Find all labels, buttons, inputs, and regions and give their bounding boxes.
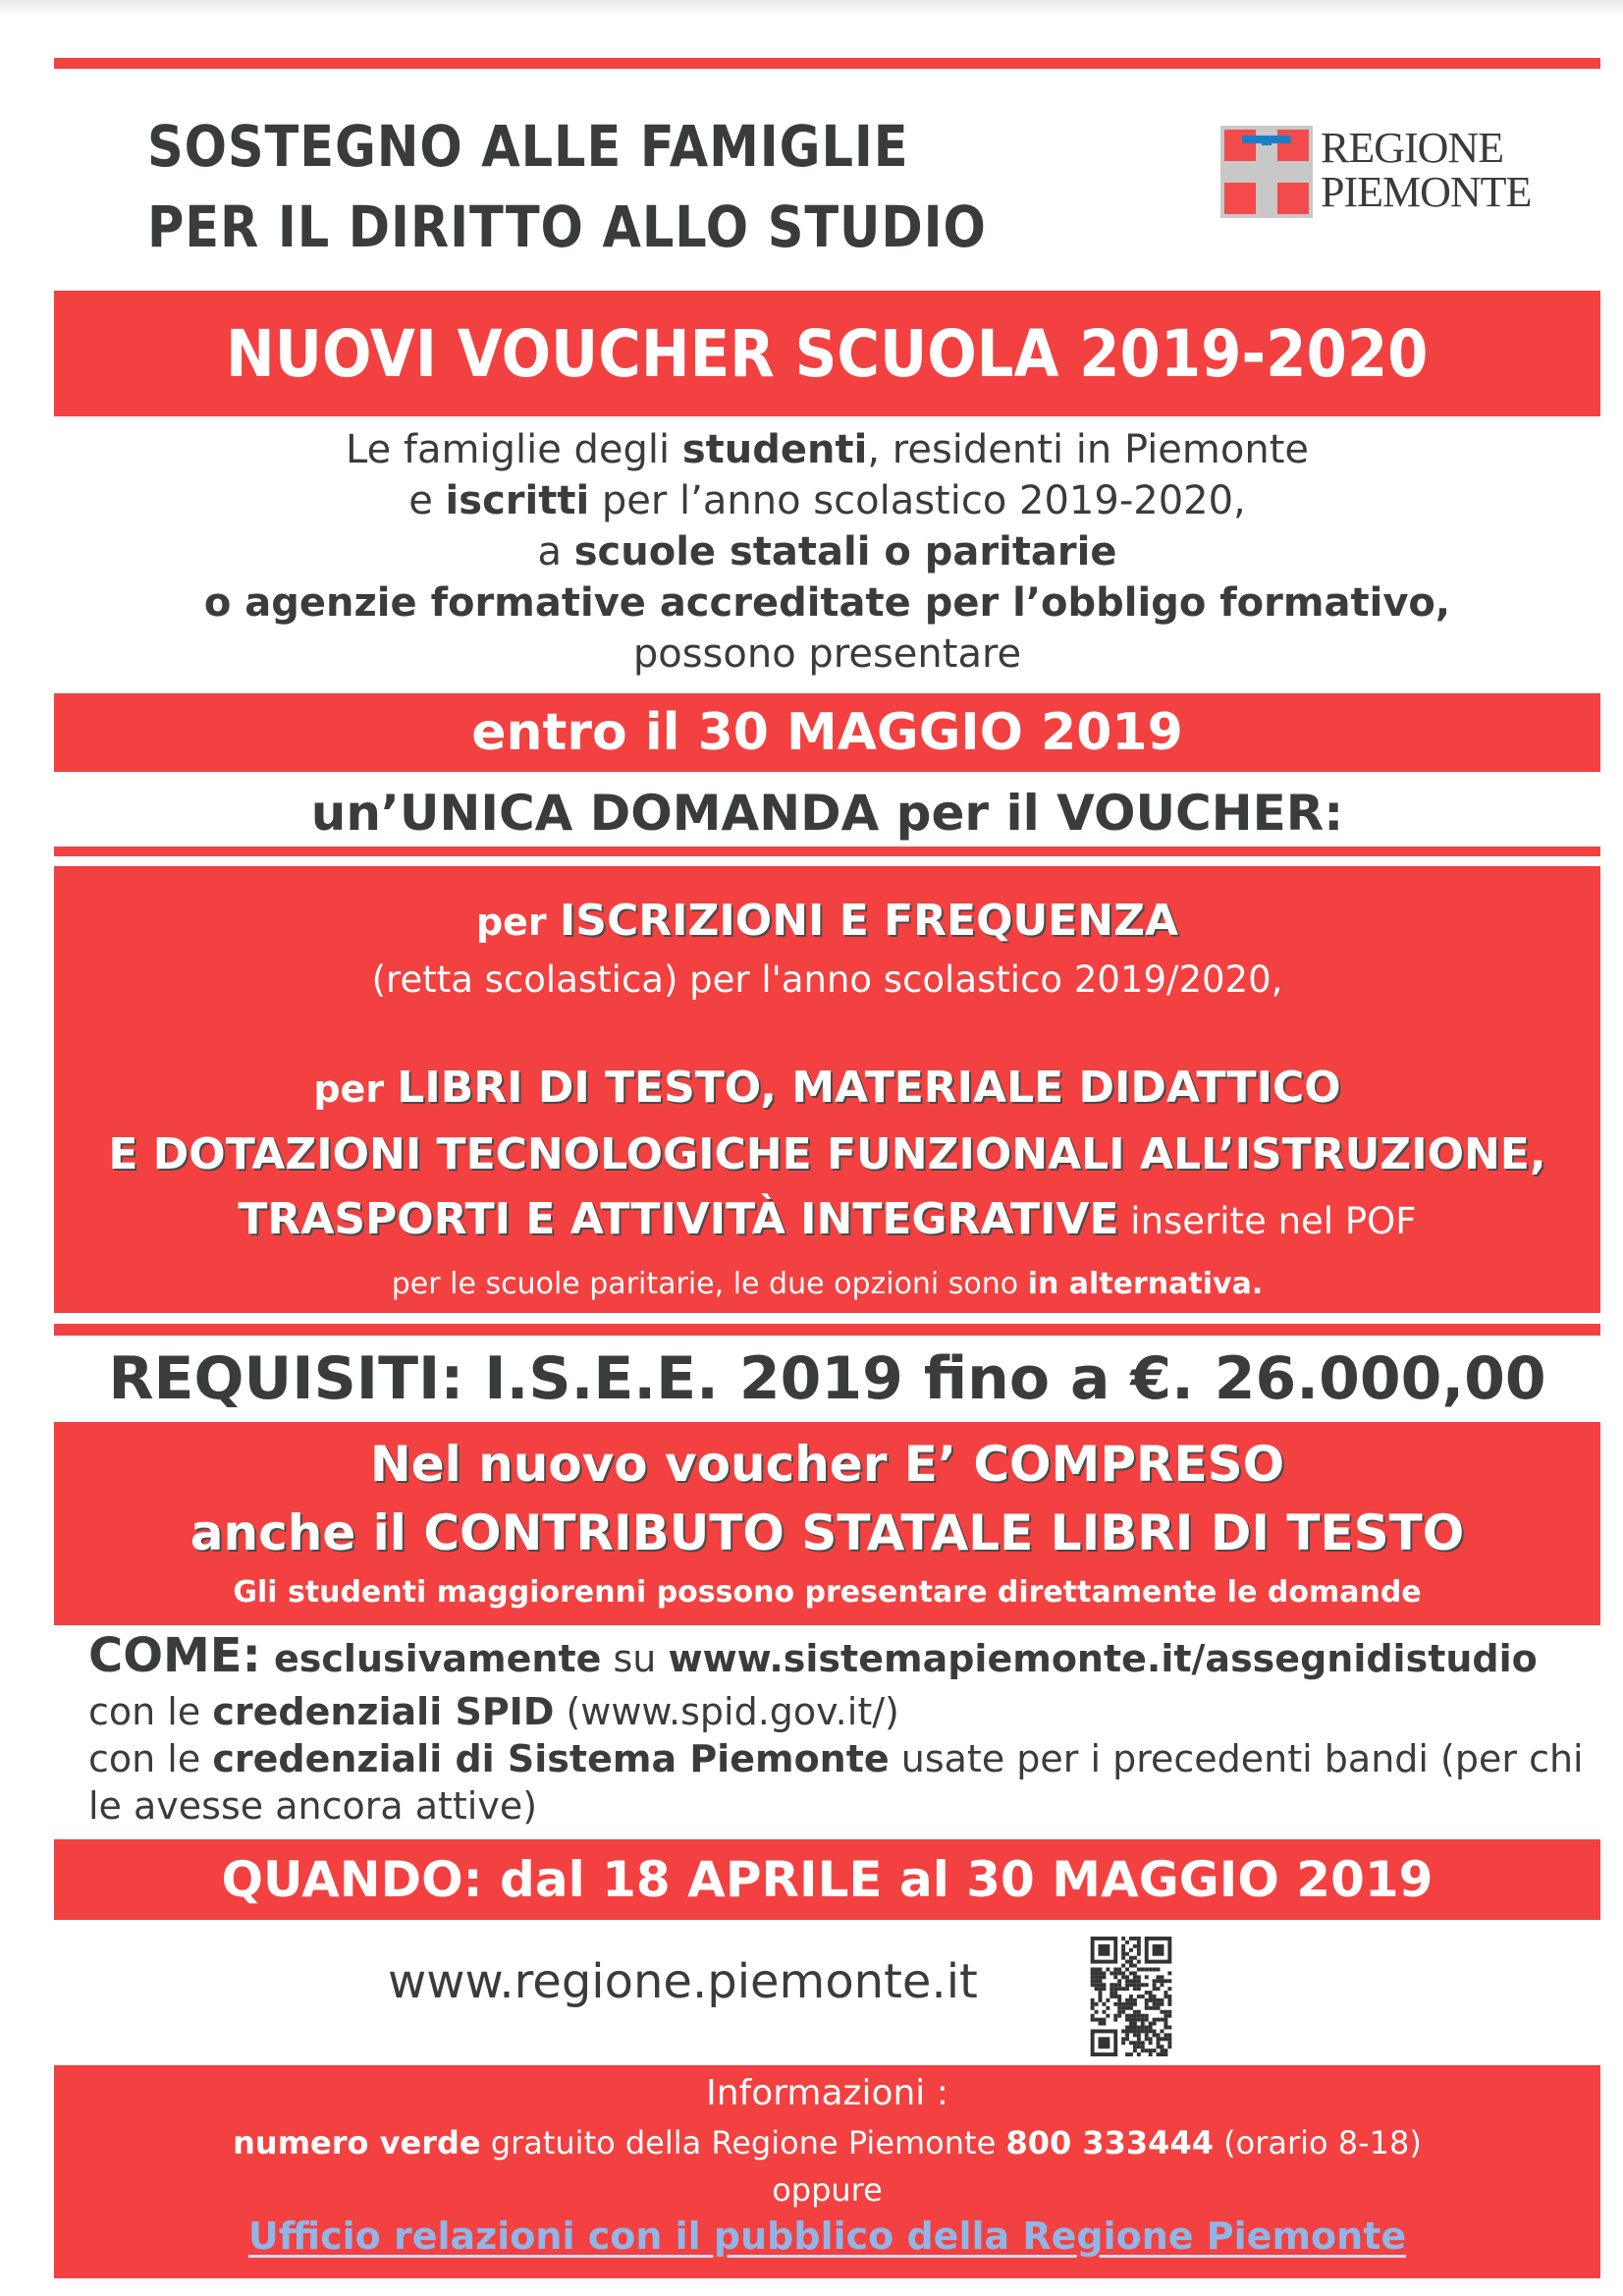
how-label: COME:: [88, 1628, 261, 1683]
logo-text-line-1: REGIONE: [1321, 124, 1504, 172]
page-title: [147, 106, 1011, 267]
red-divider: [54, 1324, 1600, 1336]
voucher-banner: [54, 291, 1600, 416]
info-title: Informazioni :: [706, 2073, 948, 2113]
logo-text-line-2: PIEMONTE: [1321, 168, 1532, 216]
info-phone-line: numero verde gratuito della Regione Piemonte 800 333444 (orario 8-18): [233, 2124, 1422, 2161]
included-contribution-box: [54, 1422, 1600, 1625]
option-2-line-1: per LIBRI DI TESTO, MATERIALE DIDATTICO: [313, 1063, 1341, 1113]
how-spid-line: con le credenziali SPID (www.spid.gov.it/): [88, 1690, 899, 1733]
title-line-2: PER IL DIRITTO ALLO STUDIO: [147, 193, 987, 260]
intro-paragraph: [54, 424, 1600, 680]
included-line-1: Nel nuovo voucher E’ COMPRESO: [369, 1436, 1285, 1493]
option-1-title: per ISCRIZIONI E FREQUENZA: [475, 896, 1179, 946]
included-line-3: Gli studenti maggiorenni possono presentare direttamente le domande: [233, 1575, 1422, 1610]
intro-line-5: possono presentare: [632, 631, 1022, 677]
when-banner: [54, 1839, 1600, 1920]
option-1-detail: (retta scolastica) per l'anno scolastico 2019/2020,: [371, 958, 1283, 1001]
qr-code-icon[interactable]: [1090, 1937, 1172, 2056]
title-line-1: SOSTEGNO ALLE FAMIGLIE: [147, 113, 909, 180]
scan-edge-shade: [0, 0, 1623, 16]
options-note: per le scuole paritarie, le due opzioni sono in alternativa.: [391, 1267, 1264, 1301]
intro-line-3: a scuole statali o paritarie: [537, 529, 1117, 574]
toll-free-number[interactable]: 800 333444: [1005, 2124, 1214, 2161]
red-divider: [54, 847, 1600, 856]
option-2-line-2: E DOTAZIONI TECNOLOGICHE FUNZIONALI ALL’ISTRUZIONE,: [108, 1129, 1546, 1179]
spid-link[interactable]: (www.spid.gov.it/): [554, 1690, 899, 1733]
when-text: QUANDO: dal 18 APRILE al 30 MAGGIO 2019: [221, 1851, 1434, 1908]
requirements-heading: REQUISITI: I.S.E.E. 2019 fino a €. 26.000,00: [108, 1344, 1546, 1413]
sistemapiemonte-link[interactable]: www.sistemapiemonte.it/assegnidistudio: [668, 1637, 1538, 1680]
single-application-heading: un’UNICA DOMANDA per il VOUCHER:: [310, 785, 1344, 842]
info-or: oppure: [772, 2171, 883, 2209]
crown-icon: [1242, 136, 1291, 143]
option-2-line-3: TRASPORTI E ATTIVITÀ INTEGRATIVE inserite nel POF: [238, 1194, 1417, 1244]
voucher-options-box: [54, 866, 1600, 1313]
deadline-text: entro il 30 MAGGIO 2019: [471, 703, 1183, 762]
deadline-banner: [54, 693, 1600, 772]
urp-line: [54, 2214, 1600, 2258]
urp-link[interactable]: Ufficio relazioni con il pubblico della Regione Piemonte: [247, 2214, 1407, 2258]
voucher-banner-title: NUOVI VOUCHER SCUOLA 2019-2020: [226, 315, 1429, 392]
how-to-apply: [88, 1628, 1600, 1830]
how-sistema-piemonte-line: con le credenziali di Sistema Piemonte usate per i precedenti bandi (per chi le avesse ancora attive): [88, 1737, 1584, 1828]
intro-line-1: Le famiglie degli studenti, residenti in Piemonte: [346, 427, 1309, 472]
included-line-2: anche il CONTRIBUTO STATALE LIBRI DI TESTO: [189, 1504, 1465, 1561]
regione-piemonte-website-link[interactable]: www.regione.piemonte.it: [388, 1954, 978, 2009]
top-red-rule: [54, 58, 1600, 69]
regione-piemonte-cross-icon: [1220, 126, 1313, 218]
logo-text: [1321, 126, 1531, 214]
regione-piemonte-logo: [1220, 124, 1532, 220]
information-box: [54, 2065, 1600, 2278]
intro-line-4: o agenzie formative accreditate per l’obbligo formativo,: [203, 580, 1451, 626]
how-line-1: COME: esclusivamente su www.sistemapiemonte.it/assegnidistudio: [88, 1628, 1538, 1683]
intro-line-2: e iscritti per l’anno scolastico 2019-2020,: [408, 478, 1246, 523]
